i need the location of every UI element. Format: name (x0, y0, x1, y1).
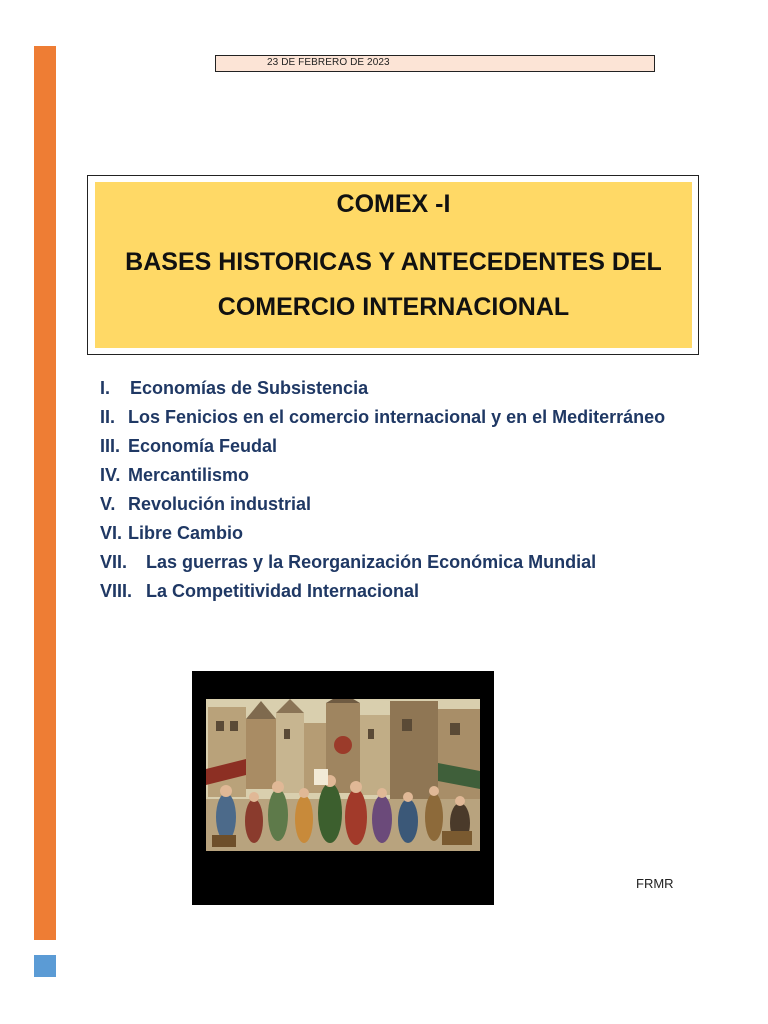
market-scene-image (206, 699, 480, 851)
main-title-line-1: BASES HISTORICAS Y ANTECEDENTES DEL (125, 248, 662, 276)
date-box (215, 55, 655, 72)
date-text: 23 DE FEBRERO DE 2023 (267, 57, 390, 68)
title-block (95, 182, 692, 348)
toc-item-number: V. (100, 494, 116, 514)
toc-item-number: VII. (100, 552, 128, 572)
toc-item-text: Libre Cambio (128, 523, 244, 543)
toc-item-number: VIII. (100, 581, 133, 601)
toc-item-text: Mercantilismo (128, 465, 250, 485)
toc-item (100, 432, 665, 461)
toc-item (100, 403, 665, 432)
toc-item-text: Economías de Subsistencia (130, 378, 369, 398)
toc-item (100, 548, 665, 577)
toc-item (100, 577, 665, 606)
toc-item-text: La Competitividad Internacional (146, 581, 420, 601)
toc-item-text: Revolución industrial (128, 494, 312, 514)
toc-item-text: Los Fenicios en el comercio internacional y en el Mediterráneo (128, 407, 666, 427)
toc-item (100, 461, 665, 490)
toc-item-number: I. (100, 378, 111, 398)
medieval-market-illustration (192, 671, 494, 905)
toc-item (100, 519, 665, 548)
toc-item-text: Las guerras y la Reorganización Económica Mundial (146, 552, 597, 572)
toc-item-number: VI. (100, 523, 123, 543)
author-initials: FRMR (636, 876, 674, 891)
toc-item-number: IV. (100, 465, 121, 485)
table-of-contents (100, 374, 665, 606)
toc-item (100, 490, 665, 519)
orange-side-bar (34, 46, 56, 940)
toc-item (100, 374, 665, 403)
course-title: COMEX -I (336, 190, 451, 218)
main-title-line-2: COMERCIO INTERNACIONAL (217, 293, 570, 321)
toc-item-number: III. (100, 436, 121, 456)
toc-item-number: II. (100, 407, 116, 427)
blue-corner-square (34, 955, 56, 977)
toc-item-text: Economía Feudal (128, 436, 278, 456)
